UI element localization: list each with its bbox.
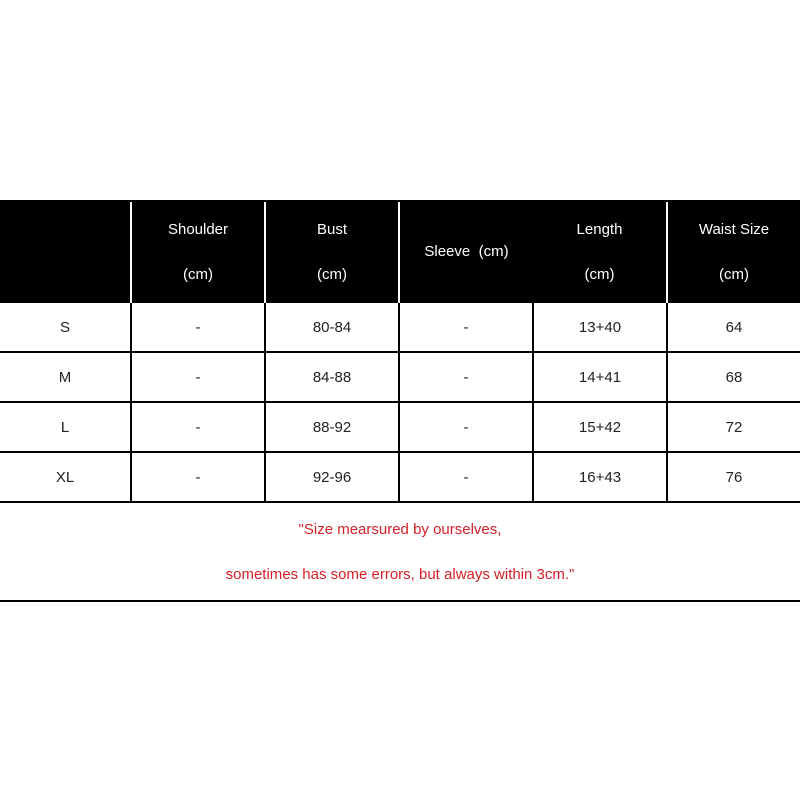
header-sleeve — [399, 201, 533, 302]
length-cell: 15+42 — [533, 402, 667, 452]
size-chart — [0, 200, 800, 598]
header-shoulder-unit: (cm) — [183, 265, 213, 283]
waist-cell: 68 — [667, 352, 800, 402]
header-size-cell — [0, 201, 131, 302]
size-cell: M — [0, 352, 131, 402]
length-cell: 16+43 — [533, 452, 667, 502]
waist-cell: 64 — [667, 302, 800, 352]
header-waist — [667, 201, 800, 302]
sleeve-cell: - — [399, 352, 533, 402]
bust-cell: 84-88 — [265, 352, 399, 402]
header-waist-unit: (cm) — [719, 265, 749, 283]
table-row — [0, 302, 800, 352]
header-length — [533, 201, 667, 302]
shoulder-cell: - — [131, 452, 265, 502]
header-length-label: Length — [576, 220, 623, 238]
bust-cell: 88-92 — [265, 402, 399, 452]
shoulder-cell: - — [131, 402, 265, 452]
header-length-unit: (cm) — [584, 265, 615, 283]
bust-cell: 92-96 — [265, 452, 399, 502]
header-bust — [265, 201, 399, 302]
bust-cell: 80-84 — [265, 302, 399, 352]
size-cell: L — [0, 402, 131, 452]
size-cell: S — [0, 302, 131, 352]
table-row — [0, 352, 800, 402]
header-sleeve-label: Sleeve (cm) — [424, 243, 509, 260]
sleeve-cell: - — [399, 302, 533, 352]
length-cell: 14+41 — [533, 352, 667, 402]
note-line-1: "Size mearsured by ourselves, — [298, 520, 502, 538]
header-waist-label: Waist Size — [698, 220, 770, 238]
table-row — [0, 402, 800, 452]
table-row — [0, 452, 800, 502]
length-cell: 13+40 — [533, 302, 667, 352]
header-bust-label: Bust — [316, 220, 347, 238]
sleeve-cell: - — [399, 402, 533, 452]
note-row — [0, 502, 800, 601]
header-row — [0, 201, 800, 302]
size-cell: XL — [0, 452, 131, 502]
note-cell — [0, 502, 800, 601]
waist-cell: 72 — [667, 402, 800, 452]
size-table — [0, 200, 800, 602]
note-line-2: sometimes has some errors, but always within 3cm." — [225, 565, 575, 583]
waist-cell: 76 — [667, 452, 800, 502]
sleeve-cell: - — [399, 452, 533, 502]
header-shoulder-label: Shoulder — [167, 220, 229, 238]
shoulder-cell: - — [131, 352, 265, 402]
header-shoulder — [131, 201, 265, 302]
shoulder-cell: - — [131, 302, 265, 352]
header-bust-unit: (cm) — [317, 265, 347, 283]
